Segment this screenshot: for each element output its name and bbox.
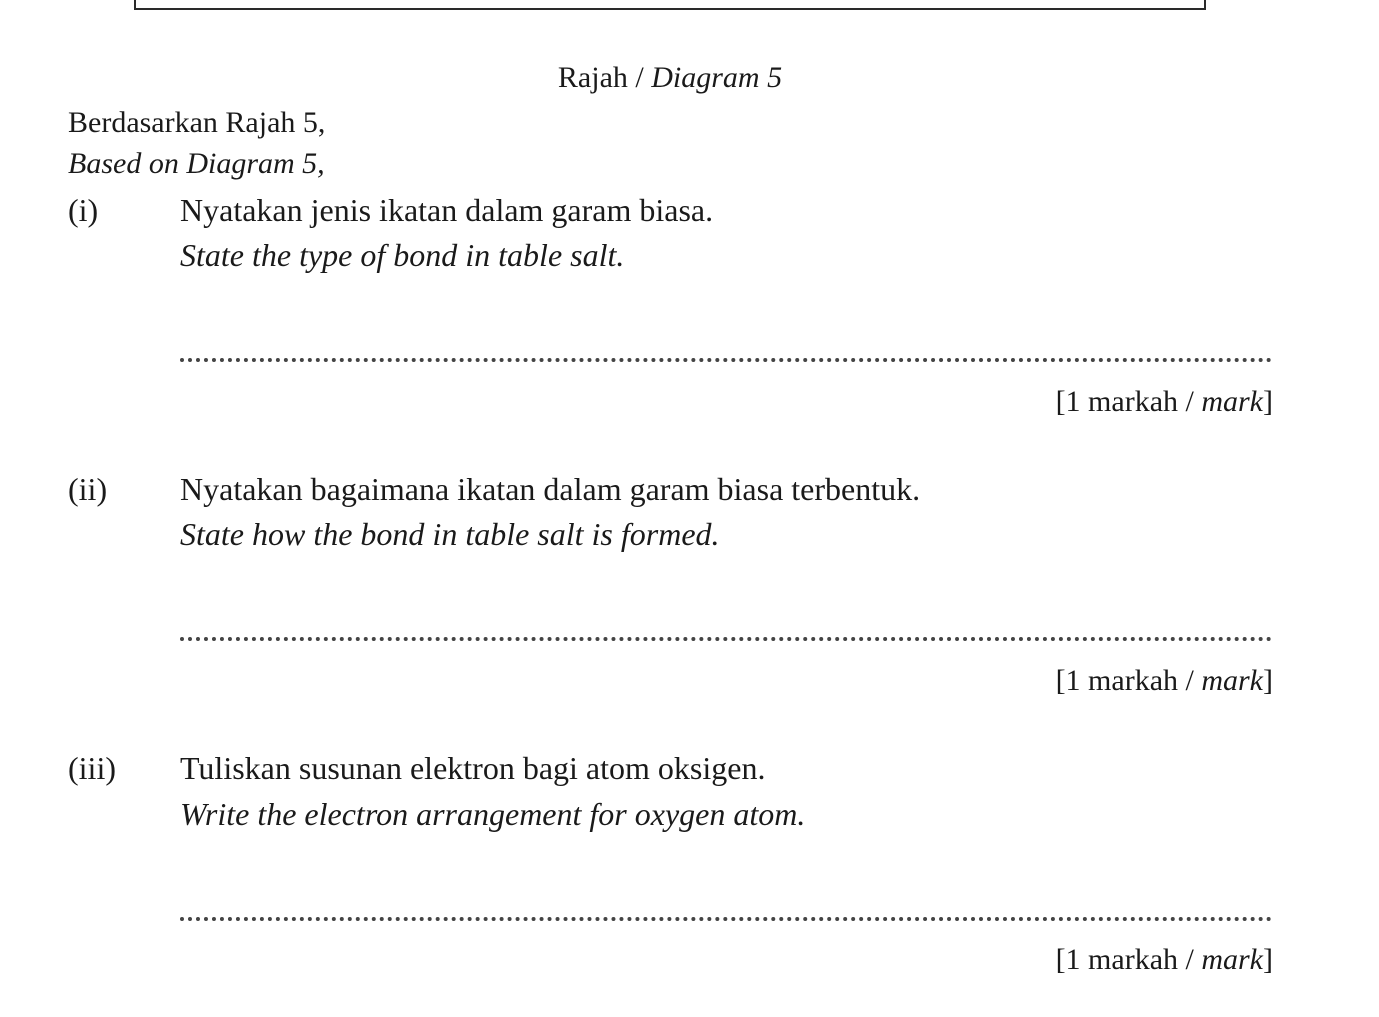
answer-line[interactable] [180,358,1272,362]
mark-close: ] [1263,943,1273,976]
caption-english: Diagram 5 [651,61,783,94]
mark-close: ] [1263,664,1273,697]
answer-line[interactable] [180,917,1272,921]
question-number: (ii) [68,471,108,507]
mark-close: ] [1263,385,1273,418]
question-malay: Nyatakan bagaimana ikatan dalam garam biasa terbentuk. [180,471,921,507]
caption-malay: Rajah / [557,61,652,94]
mark-malay: [1 markah / [1055,943,1202,976]
question-english: Write the electron arrangement for oxygen atom. [180,796,806,832]
mark-label [1056,940,1273,980]
question-number: (i) [68,192,99,228]
mark-malay: [1 markah / [1055,664,1202,697]
question-english: State how the bond in table salt is formed. [180,516,720,552]
question-malay: Nyatakan jenis ikatan dalam garam biasa. [180,192,714,228]
mark-label [1056,382,1273,422]
mark-label [1056,661,1273,701]
intro-english: Based on Diagram 5, [68,147,325,180]
diagram-caption [0,58,1340,98]
question-english: State the type of bond in table salt. [180,237,625,273]
question-number: (iii) [68,750,116,786]
mark-english: mark [1201,664,1263,697]
mark-english: mark [1201,385,1263,418]
question-malay: Tuliskan susunan elektron bagi atom oksigen. [180,750,766,786]
answer-line[interactable] [180,637,1272,641]
mark-english: mark [1201,943,1263,976]
diagram-frame [134,0,1206,10]
mark-malay: [1 markah / [1055,385,1202,418]
intro-malay: Berdasarkan Rajah 5, [68,106,326,139]
